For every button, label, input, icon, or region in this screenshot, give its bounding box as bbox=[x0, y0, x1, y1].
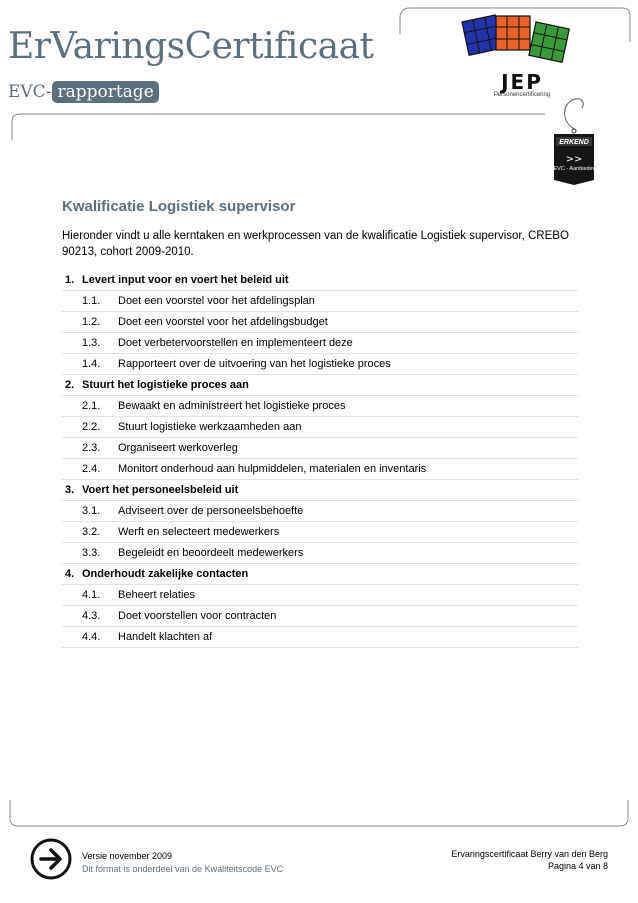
list-item-number: 1.2. bbox=[82, 316, 101, 328]
list-item-number: 4.4. bbox=[82, 631, 101, 643]
list-item-text: Doet een voorstel voor het afdelingsbudget bbox=[118, 316, 328, 328]
task-list bbox=[62, 270, 578, 648]
jep-logo bbox=[450, 8, 630, 208]
list-item-number: 1.4. bbox=[82, 358, 101, 370]
tag-string-icon bbox=[556, 92, 596, 132]
list-item-number: 4.3. bbox=[82, 610, 101, 622]
task-group-number: 1. bbox=[65, 274, 75, 286]
main-content bbox=[62, 198, 578, 648]
list-item bbox=[62, 501, 578, 522]
document-title: Kwalificatie Logistiek supervisor bbox=[62, 198, 296, 215]
task-group-header bbox=[62, 480, 578, 501]
list-item-text: Werft en selecteert medewerkers bbox=[118, 526, 280, 538]
task-group-number: 3. bbox=[65, 484, 75, 496]
list-item-number: 3.3. bbox=[82, 547, 101, 559]
arrow-right-icon bbox=[30, 838, 72, 880]
list-item-text: Doet een voorstel voor het afdelingsplan bbox=[118, 295, 315, 307]
list-item-number: 3.2. bbox=[82, 526, 101, 538]
task-group bbox=[62, 375, 578, 480]
badge-subtitle: EVC - Aanbieder bbox=[553, 166, 595, 172]
task-group-header bbox=[62, 564, 578, 585]
list-item-number: 2.1. bbox=[82, 400, 101, 412]
list-item-text: Stuurt logistieke werkzaamheden aan bbox=[118, 421, 302, 433]
list-item-text: Adviseert over de personeelsbehoefte bbox=[118, 505, 304, 517]
list-item bbox=[62, 606, 578, 627]
list-item bbox=[62, 627, 578, 648]
badge-shape-icon bbox=[550, 128, 598, 186]
footer-page-number: Pagina 4 van 8 bbox=[547, 861, 608, 871]
logo-subtext: Personencertificering bbox=[493, 92, 551, 98]
list-item-text: Doet voorstellen voor contracten bbox=[118, 610, 277, 622]
footer-note: Dit format is onderdeel van de Kwaliteitscode EVC bbox=[82, 864, 284, 874]
task-group-title: Levert input voor en voert het beleid uit bbox=[82, 274, 289, 286]
footer-certificate: Ervaringscertificaat Berry van den Berg bbox=[451, 849, 608, 859]
list-item bbox=[62, 459, 578, 480]
footer-left bbox=[82, 850, 283, 876]
task-group bbox=[62, 480, 578, 564]
task-group-header bbox=[62, 375, 578, 396]
task-group bbox=[62, 270, 578, 375]
list-item-text: Doet verbetervoorstellen en implementeert deze bbox=[118, 337, 353, 349]
footer-version: Versie november 2009 bbox=[82, 851, 173, 861]
erkend-badge bbox=[550, 128, 598, 186]
list-item bbox=[62, 417, 578, 438]
task-group-title: Stuurt het logistieke proces aan bbox=[82, 379, 249, 391]
task-group-title: Onderhoudt zakelijke contacten bbox=[82, 568, 249, 580]
footer-right bbox=[451, 848, 608, 872]
list-item-number: 4.1. bbox=[82, 589, 101, 601]
intro-text: Hieronder vindt u alle kerntaken en werkprocessen van de kwalificatie Logistiek supervisor, CREBO 90213, cohort 2009-2010. bbox=[62, 230, 569, 258]
list-item bbox=[62, 312, 578, 333]
list-item bbox=[62, 396, 578, 417]
list-item-number: 1.1. bbox=[82, 295, 101, 307]
brand-title: ErVaringsCertificaat bbox=[8, 26, 374, 67]
task-group-number: 4. bbox=[65, 568, 75, 580]
list-item-text: Bewaakt en administreert het logistieke proces bbox=[118, 400, 346, 412]
list-item bbox=[62, 438, 578, 459]
brand-subtitle bbox=[8, 80, 159, 104]
brand-sub-pill: rapportage bbox=[52, 81, 158, 103]
list-item-number: 2.4. bbox=[82, 463, 101, 475]
badge-title: ERKEND bbox=[559, 139, 589, 146]
list-item-text: Rapporteert over de uitvoering van het logistieke proces bbox=[118, 358, 391, 370]
list-item-number: 1.3. bbox=[82, 337, 101, 349]
list-item-text: Beheert relaties bbox=[118, 589, 196, 601]
task-group bbox=[62, 564, 578, 648]
list-item bbox=[62, 291, 578, 312]
list-item-number: 3.1. bbox=[82, 505, 101, 517]
list-item-number: 2.2. bbox=[82, 421, 101, 433]
task-group-number: 2. bbox=[65, 379, 75, 391]
list-item-number: 2.3. bbox=[82, 442, 101, 454]
task-group-title: Voert het personeelsbeleid uit bbox=[82, 484, 239, 496]
list-item bbox=[62, 585, 578, 606]
list-item-text: Monitort onderhoud aan hulpmiddelen, materialen en inventaris bbox=[118, 463, 427, 475]
list-item-text: Handelt klachten af bbox=[118, 631, 213, 643]
list-item-text: Begeleidt en beoordeelt medewerkers bbox=[118, 547, 304, 559]
list-item bbox=[62, 333, 578, 354]
logo-text: JEP bbox=[501, 70, 543, 94]
svg-text:>>: >> bbox=[565, 154, 583, 165]
task-group-header bbox=[62, 270, 578, 291]
list-item bbox=[62, 522, 578, 543]
list-item bbox=[62, 543, 578, 564]
list-item bbox=[62, 354, 578, 375]
list-item-text: Organiseert werkoverleg bbox=[118, 442, 238, 454]
brand-sub-prefix: EVC- bbox=[8, 82, 52, 102]
